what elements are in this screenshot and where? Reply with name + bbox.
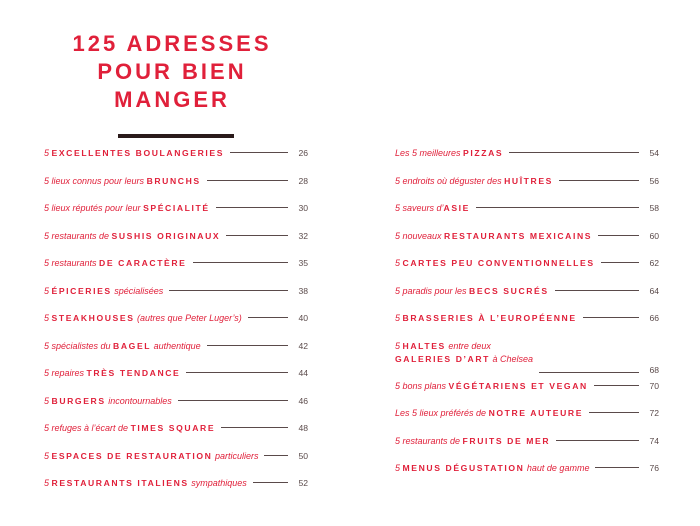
page-number: 28: [298, 175, 308, 186]
leader-line: [595, 467, 639, 468]
toc-entry-label: [44, 202, 210, 214]
page-number: 58: [649, 203, 659, 213]
toc-entry-label: [395, 175, 553, 187]
toc-keyword: BAGEL: [113, 340, 152, 351]
toc-entry[interactable]: [395, 462, 659, 490]
toc-entry-label: [395, 312, 577, 324]
toc-keyword: DE CARACTÈRE: [99, 258, 187, 268]
toc-entry-label: [44, 147, 224, 159]
toc-keyword: ASIE: [443, 203, 470, 213]
toc-entry-label: [395, 407, 583, 419]
leader-line: [264, 455, 288, 456]
toc-text: entre deux: [445, 340, 491, 351]
toc-text: 5 lieux réputés pour leur: [44, 203, 144, 213]
toc-entry[interactable]: [44, 285, 308, 313]
toc-entry[interactable]: [395, 175, 659, 203]
toc-entry[interactable]: [44, 367, 308, 395]
toc-keyword: HALTES: [402, 340, 446, 351]
page-number: 68: [649, 364, 659, 375]
page-number: 54: [649, 148, 659, 158]
toc-keyword: BRUNCHS: [146, 175, 201, 186]
toc-entry[interactable]: [44, 147, 308, 175]
page-number: 62: [649, 258, 659, 268]
leader-line: [594, 385, 639, 386]
toc-entry-label: [395, 230, 592, 242]
toc-keyword: TRÈS TENDANCE: [86, 368, 181, 378]
toc-entry-label: [44, 312, 242, 324]
page-number: 40: [298, 313, 308, 323]
toc-entry-label: [44, 285, 163, 297]
toc-entry[interactable]: [44, 175, 308, 203]
leader-line: [226, 235, 288, 236]
toc-keyword: CARTES PEU CONVENTIONNELLES: [402, 258, 595, 268]
toc-text: sympathiques: [188, 478, 247, 488]
toc-entry[interactable]: [44, 312, 308, 340]
toc-text: 5 nouveaux: [395, 230, 445, 241]
leader-line: [207, 345, 288, 346]
toc-keyword: HUÎTRES: [504, 175, 553, 186]
toc-keyword: PIZZAS: [463, 148, 504, 158]
toc-entry[interactable]: [395, 257, 659, 285]
toc-keyword: BURGERS: [51, 395, 106, 406]
toc-text: 5 restaurants de: [44, 230, 112, 241]
page-number: 42: [298, 340, 308, 351]
toc-entry-label: [395, 340, 533, 366]
toc-entry-label: [395, 462, 589, 474]
leader-line: [589, 412, 639, 413]
toc-keyword: BECS SUCRÉS: [469, 285, 549, 296]
toc-entry[interactable]: [44, 230, 308, 258]
leader-line: [559, 180, 639, 181]
leader-line: [539, 372, 639, 373]
toc-text: particuliers: [212, 450, 259, 461]
page-number: 52: [298, 478, 308, 488]
toc-text: 5 bons plans: [395, 380, 449, 391]
toc-entry-label: [44, 257, 187, 269]
leader-line: [598, 235, 639, 236]
toc-keyword: RESTAURANTS MEXICAINS: [444, 230, 593, 241]
toc-entry-label: [44, 340, 201, 352]
leader-line: [555, 290, 639, 291]
toc-entry-label: [395, 380, 588, 392]
toc-entry[interactable]: [44, 202, 308, 230]
leader-line: [556, 440, 639, 441]
toc-text: authentique: [151, 340, 201, 351]
toc-text: 5: [44, 148, 52, 158]
toc-entry[interactable]: [395, 147, 659, 175]
page-number: 26: [298, 148, 308, 158]
toc-text: spécialisées: [111, 285, 164, 296]
toc-keyword: VÉGÉTARIENS ET VEGAN: [448, 380, 588, 391]
toc-text: à Chelsea: [489, 353, 534, 364]
toc-entry[interactable]: [395, 285, 659, 313]
page-number: 56: [649, 175, 659, 186]
toc-text: 5: [44, 395, 52, 406]
toc-keyword: ÉPICERIES: [51, 285, 112, 296]
page-number: 50: [298, 450, 308, 461]
leader-line: [178, 400, 288, 401]
toc-keyword: STEAKHOUSES: [51, 313, 135, 323]
toc-text: Les 5 lieux préférés de: [395, 408, 489, 418]
toc-text: 5: [44, 478, 52, 488]
toc-text: 5: [44, 450, 52, 461]
toc-entry-label: [44, 477, 247, 489]
toc-entry-label: [44, 230, 220, 242]
toc-entry[interactable]: [44, 450, 308, 478]
leader-line: [248, 317, 288, 318]
toc-text: 5 repaires: [44, 368, 87, 378]
toc-entry[interactable]: [44, 257, 308, 285]
toc-entry[interactable]: [395, 230, 659, 258]
toc-entry-label: [44, 367, 180, 379]
toc-text: (autres que Peter Luger’s): [134, 313, 242, 323]
toc-text: 5 restaurants de: [395, 435, 463, 446]
page-number: 60: [649, 230, 659, 241]
toc-entry[interactable]: [44, 422, 308, 450]
toc-entry-label: [44, 175, 201, 187]
toc-text: 5 lieux connus pour leurs: [44, 175, 147, 186]
toc-text: 5: [395, 340, 403, 351]
toc-entry[interactable]: [44, 395, 308, 423]
toc-keyword: TIMES SQUARE: [130, 423, 216, 433]
page-number: 70: [649, 380, 659, 391]
leader-line: [207, 180, 288, 181]
toc-keyword: GALERIES D’ART: [395, 353, 490, 364]
toc-entry-label: [44, 450, 258, 462]
toc-entry-label: [395, 147, 503, 159]
leader-line: [186, 372, 288, 373]
toc-text: 5 saveurs d’: [395, 203, 444, 213]
toc-text: 5 endroits où déguster des: [395, 175, 505, 186]
leader-line: [193, 262, 288, 263]
toc-entry[interactable]: [395, 312, 659, 340]
toc-entry[interactable]: [395, 340, 659, 380]
page-title: 125 ADRESSES POUR BIEN MANGER: [72, 31, 272, 112]
leader-line: [221, 427, 288, 428]
toc-entry-label: [395, 435, 550, 447]
leader-line: [169, 290, 288, 291]
toc-entry-label: [395, 285, 549, 297]
toc-keyword: SUSHIS ORIGINAUX: [111, 230, 221, 241]
page-number: 35: [298, 258, 308, 268]
toc-entry[interactable]: [395, 435, 659, 463]
toc-text: haut de gamme: [524, 463, 590, 473]
leader-line: [601, 262, 639, 263]
toc-entry[interactable]: [395, 202, 659, 230]
leader-line: [583, 317, 639, 318]
toc-text: 5: [395, 313, 403, 323]
leader-line: [509, 152, 639, 153]
toc-entry-label: [44, 422, 215, 434]
toc-column-left: [44, 147, 308, 505]
leader-line: [476, 207, 639, 208]
toc-text: 5: [44, 285, 52, 296]
toc-entry[interactable]: [395, 407, 659, 435]
toc-text: 5: [395, 258, 403, 268]
toc-keyword: EXCELLENTES BOULANGERIES: [51, 148, 225, 158]
page-number: 30: [298, 203, 308, 213]
toc-entry[interactable]: [44, 340, 308, 368]
page-number: 46: [298, 395, 308, 406]
toc-entry-label: [44, 395, 172, 407]
toc-keyword: NOTRE AUTEURE: [488, 408, 584, 418]
toc-text: Les 5 meilleures: [395, 148, 464, 158]
page-number: 64: [649, 285, 659, 296]
toc-text: incontournables: [105, 395, 172, 406]
toc-entry-label: [395, 257, 595, 269]
page-number: 38: [298, 285, 308, 296]
toc-keyword: ESPACES DE RESTAURATION: [51, 450, 213, 461]
title-divider: [118, 134, 234, 138]
page-number: 74: [649, 435, 659, 446]
toc-keyword: FRUITS DE MER: [462, 435, 551, 446]
toc-entry[interactable]: [44, 477, 308, 505]
toc-keyword: BRASSERIES À L’EUROPÉENNE: [402, 313, 577, 323]
page-number: 44: [298, 368, 308, 378]
toc-text: 5 refuges à l’écart de: [44, 423, 131, 433]
toc-keyword: RESTAURANTS ITALIENS: [51, 478, 189, 488]
toc-text: 5: [44, 313, 52, 323]
toc-keyword: MENUS DÉGUSTATION: [402, 463, 525, 473]
toc-text: 5: [395, 463, 403, 473]
toc-text: 5 spécialistes du: [44, 340, 114, 351]
page-number: 72: [649, 408, 659, 418]
leader-line: [216, 207, 288, 208]
toc-text: 5 restaurants: [44, 258, 100, 268]
page-number: 76: [649, 463, 659, 473]
toc-column-right: [395, 147, 659, 490]
toc-keyword: SPÉCIALITÉ: [143, 203, 210, 213]
leader-line: [230, 152, 288, 153]
toc-text: 5 paradis pour les: [395, 285, 470, 296]
page-number: 66: [649, 313, 659, 323]
page-number: 32: [298, 230, 308, 241]
toc-entry-label: [395, 202, 470, 214]
leader-line: [253, 482, 288, 483]
toc-entry[interactable]: [395, 380, 659, 408]
page-number: 48: [298, 423, 308, 433]
